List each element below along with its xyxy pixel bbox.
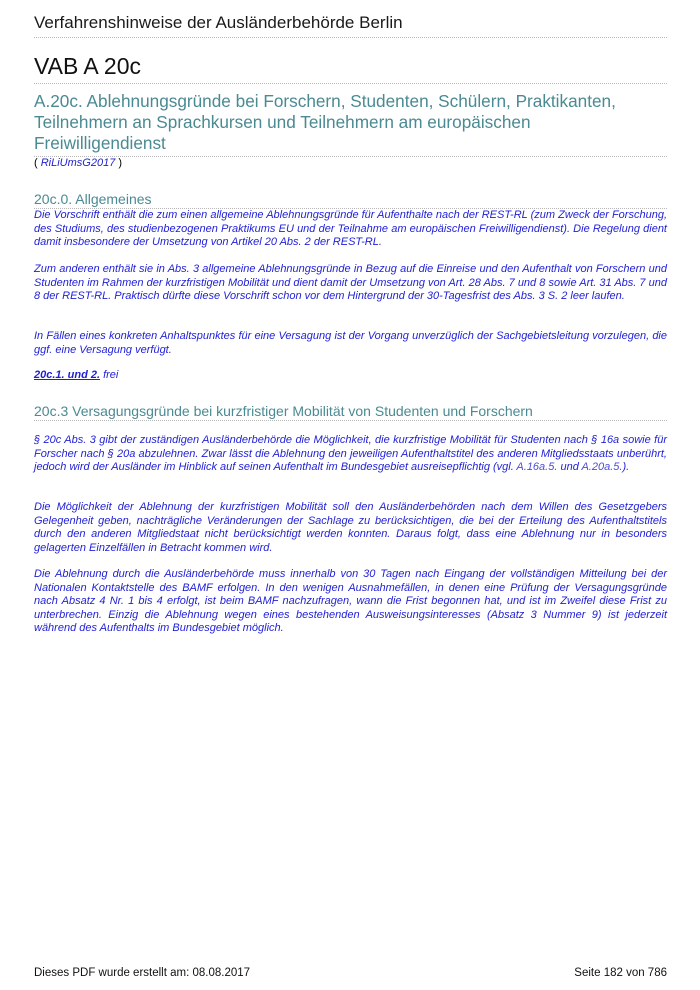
footer-created-date: Dieses PDF wurde erstellt am: 08.08.2017 — [34, 967, 251, 979]
footer-page-number: Seite 182 von 786 — [574, 967, 667, 979]
mobility-p1-text-a: § 20c Abs. 3 gibt der zuständigen Ausländerbehörde die Möglichkeit, die kurzfristige Mobilität für Studenten nach § 16a sowie für Forscher nach § 20a abzulehnen. Zwar lässt die Ablehnung den jeweiligen Aufenthaltstitel des anderen Mitgliedsstaats unberührt, jedoch wird der Ausländer im Hinblick auf seinen Aufenthalt im Bundesgebiet ausreisepflichtig (vgl. — [34, 434, 667, 474]
mobility-paragraph-1 — [34, 434, 667, 475]
reference-link[interactable]: RiLiUmsG2017 — [40, 157, 116, 169]
mobility-divider — [34, 420, 667, 421]
reference-line — [34, 156, 122, 170]
reference-close: ) — [115, 157, 123, 169]
running-header: Verfahrenshinweise der Ausländerbehörde Berlin — [34, 13, 403, 32]
ref-link-a20a5[interactable]: A.20a.5. — [581, 461, 623, 474]
general-paragraph-1: Die Vorschrift enthält die zum einen allgemeine Ablehnungsgründe für Aufenthalte nach der REST-RL (zum Zweck der Forschung, des Studiums, des studienbezogenen Praktikums EU und der Teilnahme am europäischen Freiwilligendienst). Die Regelung dient damit insbesondere der Umsetzung von Artikel 20 Abs. 2 der REST-RL. — [34, 209, 667, 249]
mobility-p1-text-mid: und — [557, 461, 582, 474]
header-divider — [34, 37, 667, 38]
mobility-paragraph-2: Die Möglichkeit der Ablehnung der kurzfristigen Mobilität soll den Ausländerbehörden nach dem Willen des Gesetzgebers Gelegenheit geben, nachträgliche Veränderungen der Sachlage zu berücksichtigen, die bei der Erteilung des Aufenthaltstitels durch den anderen Mitgliedstaat nicht berücksichtigt werden konnten. Daraus folgt, dass eine Ablehnung nur in besonders gelagerten Einzelfällen in Betracht kommen wird. — [34, 501, 667, 554]
section-title: A.20c. Ablehnungsgründe bei Forschern, Studenten, Schülern, Praktikanten, Teilnehmern an Sprachkursen und Teilnehmern am europäischen Freiwilligendienst — [34, 91, 616, 153]
free-sections-text: frei — [100, 369, 119, 381]
free-sections-link[interactable]: 20c.1. und 2. — [34, 369, 101, 381]
title-divider — [34, 83, 667, 84]
mobility-paragraph-3: Die Ablehnung durch die Ausländerbehörde muss innerhalb von 30 Tagen nach Eingang der vollständigen Mitteilung bei der Nationalen Kontaktstelle des BAMF erfolgen. In den wenigen Ausnahmefällen, in denen eine Prüfung der Versagungsgründe nach Absatz 4 Nr. 1 bis 4 erfolgt, ist beim BAMF nachzufragen, wann die Frist begonnen hat, und ist im Zweifel diese Frist zu unterbrechen. Einzig die Ablehnung wegen eines bestehenden Ausweisungsinteresses (Absatz 3 Nummer 9) ist jederzeit während des Aufenthalts im Bundesgebiet möglich. — [34, 568, 667, 635]
general-paragraph-3: In Fällen eines konkreten Anhaltspunktes für eine Versagung ist der Vorgang unverzüglich der Sachgebietsleitung vorzulegen, die ggf. eine Versagung verfügt. — [34, 330, 667, 356]
heading-general: 20c.0. Allgemeines — [34, 191, 152, 207]
subtitle-divider — [34, 156, 667, 157]
general-paragraph-4 — [34, 369, 667, 383]
heading-mobility: 20c.3 Versagungsgründe bei kurzfristiger Mobilität von Studenten und Forschern — [34, 403, 533, 419]
ref-link-a16a5[interactable]: A.16a.5. — [516, 461, 558, 474]
page-title: VAB A 20c — [34, 53, 141, 79]
reference-open: ( — [34, 157, 41, 169]
mobility-p1-text-end: ). — [622, 461, 630, 474]
general-paragraph-2: Zum anderen enthält sie in Abs. 3 allgemeine Ablehnungsgründe in Bezug auf die Einreise und den Aufenthalt von Forschern und Studenten im Rahmen der kurzfristigen Mobilität und dient damit der Umsetzung von Art. 28 Abs. 7 und 8 sowie Art. 31 Abs. 7 und 8 der REST-RL. Praktisch dürfte diese Vorschrift schon vor dem Hintergrund der 30-Tagesfrist des Abs. 3 S. 2 leer laufen. — [34, 263, 667, 303]
